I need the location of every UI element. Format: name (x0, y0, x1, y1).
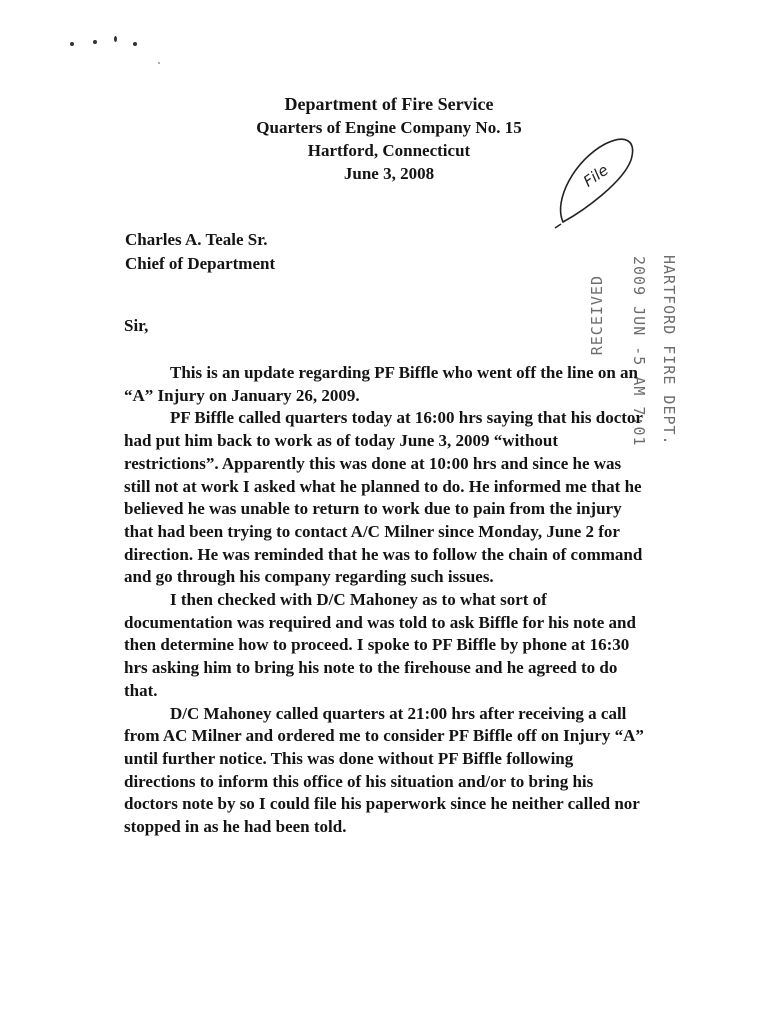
stamp-received: RECEIVED (588, 275, 606, 356)
letter-body (124, 362, 646, 839)
addressee-title: Chief of Department (125, 254, 276, 273)
letter-date: June 3, 2008 (343, 164, 435, 183)
scan-speck (93, 40, 97, 44)
scan-speck (70, 42, 74, 46)
handwritten-file-mark (545, 130, 645, 230)
scan-speck (133, 42, 137, 46)
file-mark-text: File (579, 160, 612, 191)
city-line: Hartford, Connecticut (307, 141, 471, 160)
letterhead (0, 93, 768, 185)
body-paragraph: D/C Mahoney called quarters at 21:00 hrs after receiving a call from AC Milner and ordered me to consider PF Biffle off on Injury “A” until further notice. This was done without PF Biffle following directions to inform this office of his situation and/or to bring his doctors note by so I could file his paperwork since he neither called nor stopped in as he had been told. (124, 703, 644, 837)
department-name: Department of Fire Service (284, 94, 494, 114)
stamp-datetime: 2009 JUN -5 AM 7:01 (630, 256, 648, 447)
stamp-department: HARTFORD FIRE DEPT. (660, 255, 678, 446)
salutation: Sir, (124, 316, 149, 335)
body-paragraph: This is an update regarding PF Biffle who went off the line on an “A” Injury on January 26, 2009. (124, 363, 639, 405)
addressee-block (125, 228, 275, 276)
addressee-name: Charles A. Teale Sr. (125, 230, 268, 249)
body-paragraph: I then checked with D/C Mahoney as to what sort of documentation was required and was told to ask Biffle for his note and then determine how to proceed. I spoke to PF Biffle by phone at 16:30 hrs asking him to bring his note to the firehouse and he agreed to do that. (124, 590, 636, 700)
scan-speck (158, 62, 160, 64)
body-paragraph: PF Biffle called quarters today at 16:00 hrs saying that his doctor had put him back to work as of today June 3, 2009 “without restrictions”. Apparently this was done at 10:00 hrs and since he was still not at work I asked what he planned to do. He informed me that he believed he was unable to return to work due to pain from the injury that had been trying to contact A/C Milner since Monday, June 2 for direction. He was reminded that he was to follow the chain of command and go through his company regarding such issues. (124, 408, 643, 587)
quarters-line: Quarters of Engine Company No. 15 (256, 118, 522, 137)
scan-speck (114, 36, 117, 42)
